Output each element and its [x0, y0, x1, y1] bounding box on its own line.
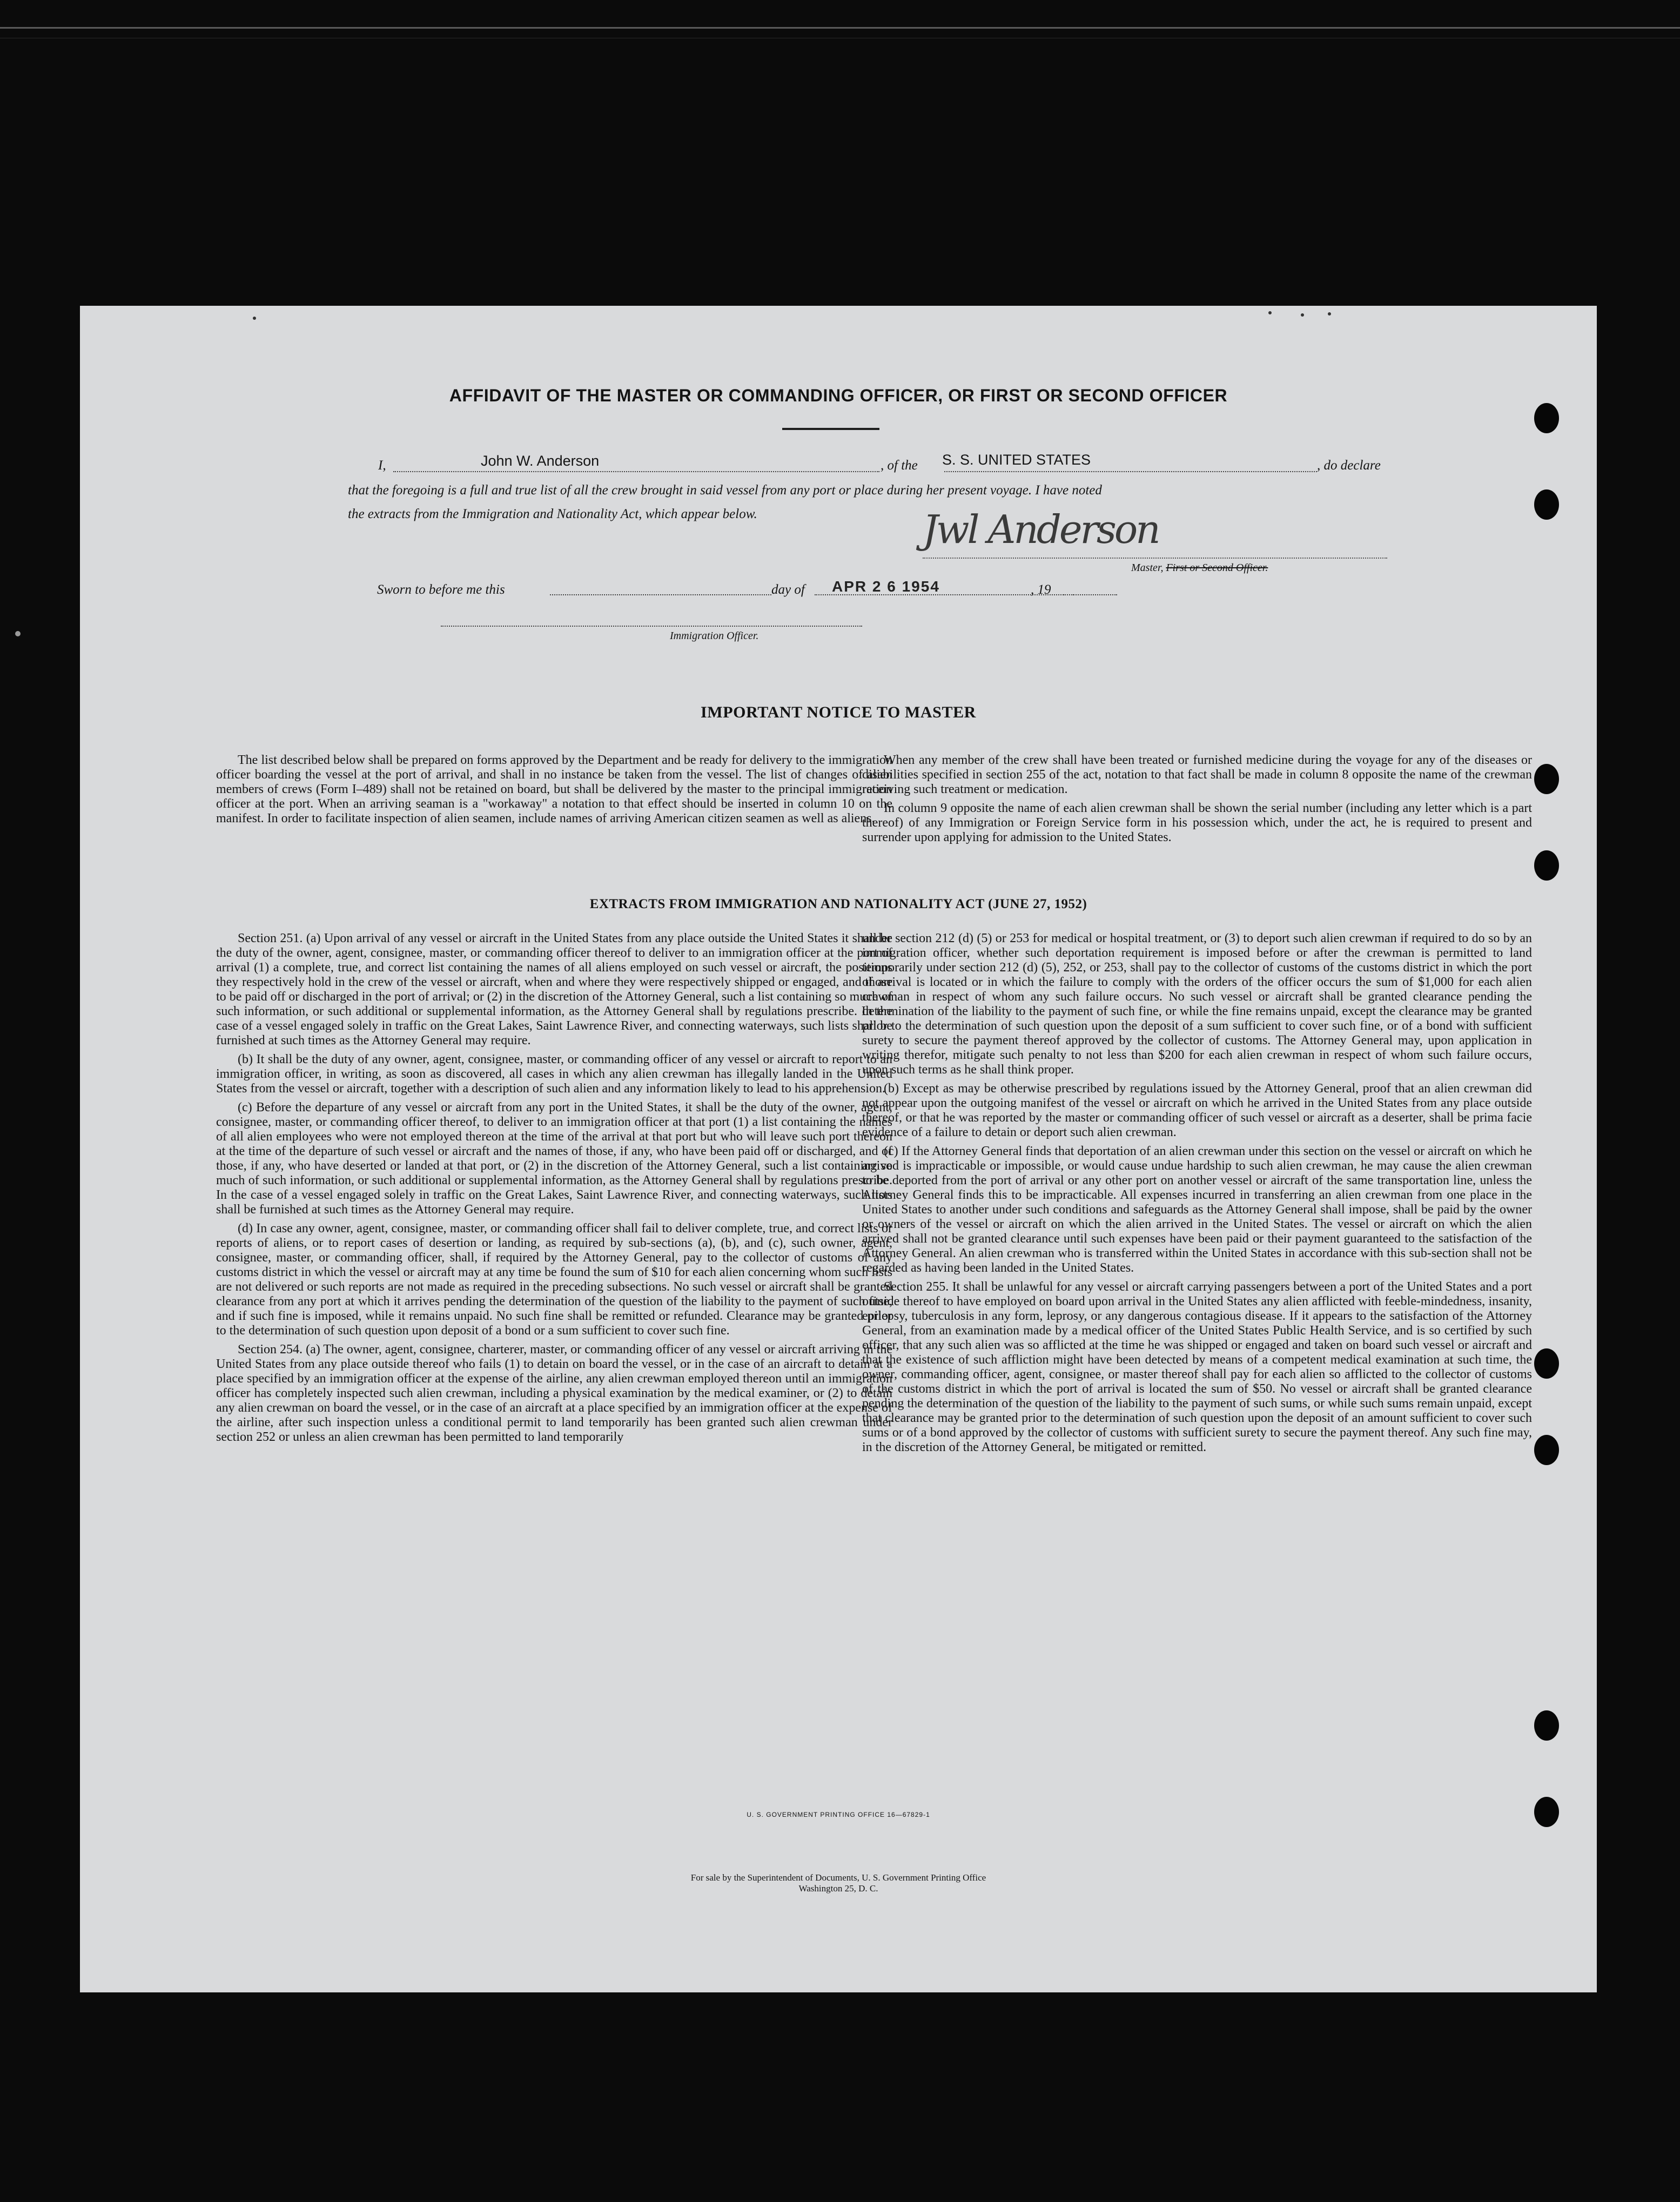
do-declare-text: , do declare: [1317, 458, 1381, 473]
binder-hole: [1534, 1348, 1559, 1379]
scan-speck: [1301, 313, 1304, 317]
title-rule: [782, 428, 879, 430]
day-of-label: day of: [771, 582, 805, 597]
notice-title: IMPORTANT NOTICE TO MASTER: [701, 703, 976, 721]
declaration-line3: the extracts from the Immigration and Nationality Act, which appear below.: [348, 507, 757, 521]
printing-office-line: U. S. GOVERNMENT PRINTING OFFICE 16—67829-1: [747, 1811, 930, 1818]
sale-line-2: Washington 25, D. C.: [798, 1883, 878, 1894]
section-251a: Section 251. (a) Upon arrival of any vessel or aircraft in the United States from any place outside the United States it shall be the duty of the owner, agent, consignee, master, or commanding officer thereof to deliver to an immigration officer at the port of arrival (1) a complete, true, and correct list containing the names of all aliens employed on such vessel or aircraft, the positions they respectively hold in the crew of the vessel or aircraft, when and where they were respectively shipped or engaged, and those to be paid off or discharged in the port of arrival; or (2) in the discretion of the Attorney General, such a list containing so much of such information, or such additional or supplemental information, as the Attorney General shall by regulations prescribe. In the case of a vessel engaged solely in traffic on the Great Lakes, Saint Lawrence River, and connecting waterways, such lists shall be furnished at such times as the Attorney General may require.: [216, 931, 892, 1048]
declaration-prefix: I,: [378, 458, 386, 473]
section-254a: Section 254. (a) The owner, agent, consignee, charterer, master, or commanding officer of any vessel or aircraft arriving in the United States from any place outside thereof who fails (1) to detain on board the vessel, or in the case of an aircraft to detain at a place specified by an immigration officer at the expense of the airline, any alien crewman employed thereon until an immigration officer has completely inspected such alien crewman, including a physical examination by the medical examiner, or (2) to detain any alien crewman on board the vessel, or in the case of an aircraft at a place specified by an immigration officer at the expense of the airline, after such inspection unless a conditional permit to land temporarily has been granted such alien crewman under section 252 or unless an alien crewman has been permitted to land temporarily: [216, 1342, 892, 1444]
notice-paragraph: The list described below shall be prepared on forms approved by the Department and be ready for delivery to the immigration officer boarding the vessel at the port of arrival, and shall in no instance be taken from the vessel. The list of changes of alien members of crews (Form I–489) shall not be retained on board, but shall be delivered by the master to the principal immigration officer at the port. When an arriving seaman is a "workaway" a notation to that effect should be inserted in column 10 on the manifest. In order to facilitate inspection of alien seamen, include names of arriving American citizen seamen as well as aliens.: [216, 753, 892, 825]
section-254a-cont: under section 212 (d) (5) or 253 for medical or hospital treatment, or (3) to deport such alien crewman if required to do so by an immigration officer, whether such deportation requirement is imposed before or after the crewman is permitted to land temporarily under section 212 (d) (5), 252, or 253, shall pay to the collector of customs of the customs district in which the port of arrival is located or in which the failure to comply with the orders of the officer occurs the sum of $1,000 for each alien crewman in respect of whom any such failure occurs. No such vessel or aircraft shall be granted clearance pending the determination of the liability to the payment of such fine, or while the fine remains unpaid, except the clearance may be granted prior to the determination of such question upon the deposit of a sum sufficient to cover such fine, or of a bond with sufficient surety to secure the payment thereof approved by the collector of customs. The Attorney General may, upon application in writing therefor, mitigate such penalty to not less than $200 for each alien crewman in respect of whom such failure occurs, upon such terms as he shall think proper.: [862, 931, 1532, 1077]
scan-top-rule: [0, 27, 1680, 29]
scan-speck: [15, 631, 21, 636]
binder-hole: [1534, 764, 1559, 794]
notice-paragraph: In column 9 opposite the name of each alien crewman shall be shown the serial number (including any letter which is a part thereof) of any Immigration or Foreign Service form in his possession which, under the act, he is required to present and surrender upon applying for admission to the United States.: [862, 801, 1532, 844]
notice-left-column: [216, 753, 892, 830]
binder-hole: [1534, 403, 1559, 433]
section-255: Section 255. It shall be unlawful for any vessel or aircraft carrying passengers between a port of the United States and a port outside thereof to have employed on board upon arrival in the United States any alien afflicted with feeble-mindedness, insanity, epilepsy, tuberculosis in any form, leprosy, or any dangerous contagious disease. If it appears to the satisfaction of the Attorney General, from an examination made by a medical officer of the United States Public Health Service, and is so certified by such officer, that any such alien was so afflicted at the time he was shipped or engaged and taken on board such vessel or aircraft and that the existence of such affliction might have been detected by means of a competent medical examination at such time, the owner, commanding officer, agent, consignee, or master thereof shall pay for each alien so afflicted to the collector of customs of the customs district in which the port of arrival is located the sum of $50. No vessel or aircraft shall be granted clearance pending the determination of the question of the liability to the payment of such sums, or while such sums remain unpaid, except that clearance may be granted prior to the determination of such question upon the deposit of an amount sufficient to cover such sums or of a bond approved by the collector of customs with sufficient surety to secure the payment thereof. Any such fine may, in the discretion of the Attorney General, be mitigated or remitted.: [862, 1280, 1532, 1454]
affidavit-title: AFFIDAVIT OF THE MASTER OR COMMANDING OFFICER, OR FIRST OR SECOND OFFICER: [449, 386, 1228, 405]
vessel-name: S. S. UNITED STATES: [942, 452, 1091, 468]
master-name: John W. Anderson: [481, 453, 600, 469]
extracts-title: EXTRACTS FROM IMMIGRATION AND NATIONALITY ACT (JUNE 27, 1952): [589, 897, 1087, 911]
notice-right-column: [862, 753, 1532, 849]
notice-paragraph: When any member of the crew shall have been treated or furnished medicine during the voyage for any of the diseases or disabilities specified in section 255 of the act, notation to that fact shall be made in column 8 opposite the name of the crewman receiving such treatment or medication.: [862, 753, 1532, 796]
sale-notice: [80, 1872, 1597, 1894]
declaration-line2: that the foregoing is a full and true list of all the crew brought in said vessel from any port or place during her present voyage. I have noted: [348, 483, 1102, 498]
scan-speck: [1328, 312, 1331, 315]
binder-hole: [1534, 850, 1559, 881]
vessel-line: [944, 471, 1317, 472]
binder-hole: [1534, 489, 1559, 520]
year-prefix: , 19: [1031, 582, 1051, 597]
document-page: [80, 306, 1597, 1992]
section-251c: (c) Before the departure of any vessel or aircraft from any port in the United States, it shall be the duty of the owner, agent, consignee, master, or commanding officer thereof, to deliver to an immigration officer at that port (1) a list containing the names of all alien employees who were not employed thereon at the time of the arrival at that port but who will leave such port thereon at the time of the departure of such vessel or aircraft and the names of those, if any, who have been paid off or discharged, and of those, if any, who have deserted or landed at that port, or (2) in the discretion of the Attorney General, such a list containing so much of such information, or such additional or supplemental information, as the Attorney General shall by regulations prescribe. In the case of a vessel engaged solely in traffic on the Great Lakes, Saint Lawrence River, and connecting waterways, such lists shall be furnished at such times as the Attorney General may require.: [216, 1100, 892, 1217]
year-line: [1063, 594, 1117, 595]
master-signature: Jwl Anderson: [923, 507, 1159, 552]
extracts-left-column: [216, 931, 892, 1449]
officer-caption: Immigration Officer.: [670, 630, 759, 642]
name-line: [393, 471, 879, 472]
binder-hole: [1534, 1710, 1559, 1741]
sale-line-1: For sale by the Superintendent of Documents, U. S. Government Printing Office: [690, 1872, 986, 1883]
section-251b: (b) It shall be the duty of any owner, agent, consignee, master, or commanding officer of any vessel or aircraft to report to an immigration officer, in writing, as soon as discovered, all cases in which any alien crewman has illegally landed in the United States from the vessel or aircraft, together with a description of such alien and any information likely to lead to his apprehension.: [216, 1052, 892, 1096]
scan-speck: [1268, 311, 1272, 314]
scan-speck: [253, 317, 256, 320]
section-251d: (d) In case any owner, agent, consignee, master, or commanding officer shall fail to deliver complete, true, and correct lists or reports of aliens, or to report cases of desertion or landing, as required by sub-sections (a), (b), and (c), such owner, agent, consignee, master, or commanding officer, shall, if required by the Attorney General, pay to the collector of customs of any customs district in which the vessel or aircraft may at any time be found the sum of $10 for each alien concerning whom such lists are not delivered or such reports are not made as required in the preceding subsections. No such vessel or aircraft shall be granted clearance from any port at which it arrives pending the determination of the question of the liability to the payment of such fine, and if such fine is imposed, while it remains unpaid. No such fine shall be remitted or refunded. Clearance may be granted prior to the determination of such question upon deposit of a bond or a sum sufficient to cover such fine.: [216, 1221, 892, 1338]
binder-hole: [1534, 1435, 1559, 1465]
section-254b: (b) Except as may be otherwise prescribed by regulations issued by the Attorney General, proof that an alien crewman did not appear upon the outgoing manifest of the vessel or aircraft on which he arrived in the United States from any place outside thereof, or that he was reported by the master or commanding officer of such vessel or aircraft as a deserter, shall be prima facie evidence of a failure to detain or deport such alien crewman.: [862, 1082, 1532, 1139]
extracts-right-column: [862, 931, 1532, 1459]
of-the-text: , of the: [881, 458, 918, 473]
sworn-day-line: [550, 594, 771, 595]
signature-line: [923, 556, 1387, 559]
sworn-label: Sworn to before me this: [377, 582, 505, 597]
officer-line: [441, 626, 862, 627]
signature-caption: Master, First or Second Officer.: [1131, 562, 1268, 574]
date-stamp: APR 2 6 1954: [832, 578, 940, 595]
section-254c: (c) If the Attorney General finds that deportation of an alien crewman under this section on the vessel or aircraft on which he arrived is impracticable or impossible, or would cause undue hardship to such alien crewman, he may cause the alien crewman to be deported from the port of arrival or any other port on another vessel or aircraft of the same transportation line, unless the Attorney General finds this to be impracticable. All expenses incurred in transferring an alien crewman from one place in the United States to another under such conditions and safeguards as the Attorney General shall impose, shall be paid by the owner or owners of the vessel or aircraft on which the alien arrived in the United States. The vessel or aircraft on which the alien arrived shall not be granted clearance until such expenses have been paid or their payment guaranteed to the satisfaction of the Attorney General. An alien crewman who is transferred within the United States in accordance with this sub-section shall not be regarded as having been landed in the United States.: [862, 1144, 1532, 1275]
